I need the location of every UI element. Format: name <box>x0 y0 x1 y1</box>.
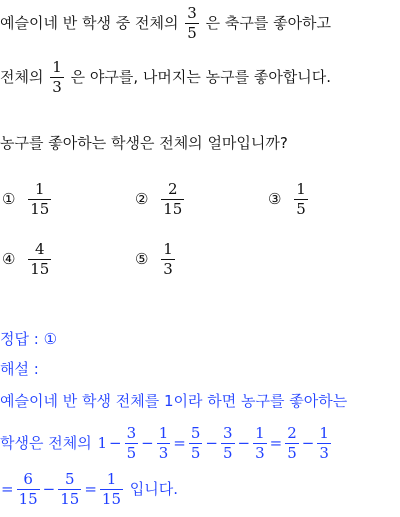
question-text: 농구를 좋아하는 학생은 전체의 얼마입니까? <box>0 134 288 152</box>
fraction: $\frac{1}{15}$ <box>101 470 122 508</box>
explanation-line-1 <box>0 390 347 411</box>
explanation-text: 입니다. <box>129 480 179 498</box>
question-line-1 <box>0 4 331 43</box>
fraction: $\frac{1}{3}$ <box>158 424 169 462</box>
choice-2[interactable] <box>135 180 186 219</box>
explanation-label: 해설 : <box>0 360 39 378</box>
fraction: $\frac{1}{3}$ <box>52 58 62 96</box>
fraction: $\frac{4}{15}$ <box>30 240 50 278</box>
explanation-line-2 <box>0 424 333 463</box>
explanation-line-3 <box>0 470 178 509</box>
fraction: $\frac{5}{15}$ <box>60 470 80 508</box>
question-line-3 <box>0 132 288 153</box>
explanation-text: 예슬이네 반 학생 전체를 1이라 하면 농구를 좋아하는 <box>0 392 348 410</box>
choice-mark: ④ <box>2 250 16 268</box>
choice-5[interactable] <box>135 240 177 279</box>
answer-label: 정답 : <box>0 330 39 348</box>
minus-sign: − <box>237 434 251 452</box>
choice-mark: ② <box>135 190 149 208</box>
fraction: $\frac{1}{3}$ <box>163 240 173 278</box>
answer-line <box>0 328 57 349</box>
fraction: $\frac{1}{5}$ <box>296 180 306 218</box>
fraction: $\frac{2}{5}$ <box>287 424 297 462</box>
minus-sign: − <box>141 434 154 452</box>
answer-value: ① <box>43 330 58 348</box>
fraction: $\frac{3}{5}$ <box>126 424 137 462</box>
choice-1[interactable] <box>2 180 53 219</box>
equals-sign: = <box>84 480 97 498</box>
explanation-text: 학생은 전체의 <box>0 434 92 452</box>
choice-mark: ⑤ <box>135 250 149 268</box>
choice-mark: ① <box>2 190 16 208</box>
choice-mark: ③ <box>268 190 282 208</box>
question-line-2 <box>0 58 331 97</box>
question-text: 예슬이네 반 학생 중 전체의 <box>0 14 179 32</box>
one: 1 <box>97 434 108 452</box>
equals-sign: = <box>269 434 283 452</box>
equals-sign: = <box>1 480 14 498</box>
fraction: $\frac{2}{15}$ <box>163 180 183 218</box>
choice-4[interactable] <box>2 240 53 279</box>
minus-sign: − <box>42 480 56 498</box>
fraction: $\frac{1}{3}$ <box>255 424 265 462</box>
fraction: $\frac{1}{15}$ <box>30 180 50 218</box>
equals-sign: = <box>173 434 186 452</box>
fraction: $\frac{3}{5}$ <box>187 4 197 42</box>
question-text: 은 야구를, 나머지는 농구를 좋아합니다. <box>70 68 332 86</box>
fraction: $\frac{1}{3}$ <box>319 424 329 462</box>
question-text: 전체의 <box>0 68 44 86</box>
fraction: $\frac{3}{5}$ <box>223 424 233 462</box>
fraction: $\frac{5}{5}$ <box>190 424 201 462</box>
minus-sign: − <box>205 434 218 452</box>
minus-sign: − <box>301 434 315 452</box>
minus-sign: − <box>109 434 122 452</box>
question-text: 은 축구를 좋아하고 <box>205 14 332 32</box>
fraction: $\frac{6}{15}$ <box>18 470 38 508</box>
choice-3[interactable] <box>268 180 310 219</box>
